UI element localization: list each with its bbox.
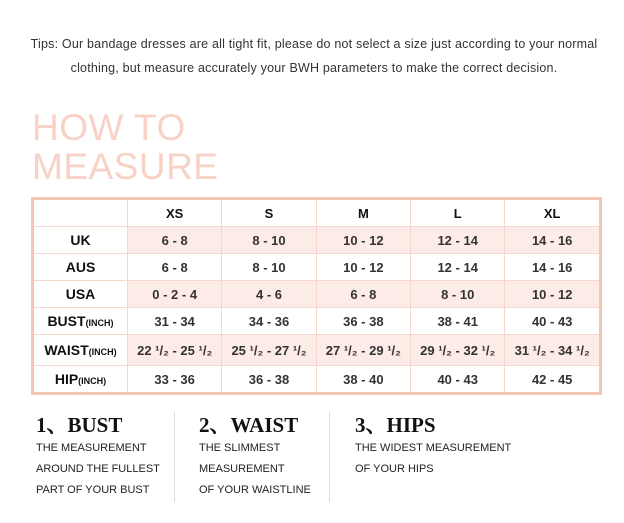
size-value: 33 - 36 — [128, 366, 222, 394]
table-row — [33, 366, 601, 394]
size-value: 31 - 34 — [128, 308, 222, 335]
size-header: XL — [505, 199, 601, 227]
row-label-text: AUS — [65, 259, 96, 275]
size-value: 14 - 16 — [505, 254, 601, 281]
guide-waist — [199, 412, 311, 501]
row-label-text: BUST — [47, 313, 86, 329]
guide-line: MEASUREMENT — [199, 463, 285, 475]
size-value: 40 - 43 — [505, 308, 601, 335]
size-value: 10 - 12 — [316, 254, 410, 281]
guide-bust — [36, 412, 160, 501]
table-row — [33, 335, 601, 366]
guide-line: THE MEASUREMENT — [36, 442, 147, 454]
row-label — [33, 254, 128, 281]
tips-text: Tips: Our bandage dresses are all tight fit, please do not select a size just according to your normal clothing, but measure accurately your BWH parameters to make the correct decision. — [30, 37, 598, 75]
table-row — [33, 308, 601, 335]
divider — [174, 412, 175, 502]
size-value: 6 - 8 — [316, 281, 410, 308]
guide-line: THE SLIMMEST — [199, 442, 281, 454]
row-unit: (INCH) — [85, 318, 114, 328]
guide-title: 1、BUST — [36, 413, 123, 437]
size-chart-table — [31, 197, 602, 395]
size-value: 8 - 10 — [222, 254, 316, 281]
size-value: 38 - 40 — [316, 366, 410, 394]
size-value: 34 - 36 — [222, 308, 316, 335]
size-value: 36 - 38 — [316, 308, 410, 335]
size-value: 10 - 12 — [505, 281, 601, 308]
size-value: 42 - 45 — [505, 366, 601, 394]
row-label-text: WAIST — [44, 342, 89, 358]
row-label — [33, 335, 128, 366]
size-header: M — [316, 199, 410, 227]
size-value: 0 - 2 - 4 — [128, 281, 222, 308]
size-value: 40 - 43 — [411, 366, 505, 394]
size-value: 22 ¹/₂ - 25 ¹/₂ — [128, 335, 222, 366]
table-row — [33, 281, 601, 308]
row-label — [33, 281, 128, 308]
size-value: 6 - 8 — [128, 254, 222, 281]
size-value: 6 - 8 — [128, 227, 222, 254]
size-value: 27 ¹/₂ - 29 ¹/₂ — [316, 335, 410, 366]
heading-line: HOW TO — [32, 107, 186, 148]
size-value: 12 - 14 — [411, 227, 505, 254]
size-value: 8 - 10 — [411, 281, 505, 308]
table-row — [33, 227, 601, 254]
size-value: 12 - 14 — [411, 254, 505, 281]
row-label — [33, 227, 128, 254]
guide-title: 3、HIPS — [355, 413, 436, 437]
row-unit: (INCH) — [78, 376, 107, 386]
table-row — [33, 254, 601, 281]
guide-line: PART OF YOUR BUST — [36, 484, 150, 496]
guide-line: OF YOUR HIPS — [355, 463, 434, 475]
size-value: 10 - 12 — [316, 227, 410, 254]
guide-line: THE WIDEST MEASUREMENT — [355, 442, 512, 454]
how-to-measure-heading — [32, 108, 218, 186]
size-value: 38 - 41 — [411, 308, 505, 335]
guide-title: 2、WAIST — [199, 413, 299, 437]
size-header: L — [411, 199, 505, 227]
size-header: S — [222, 199, 316, 227]
row-label-text: UK — [70, 232, 91, 248]
row-label-text: USA — [65, 286, 96, 302]
guide-line: AROUND THE FULLEST — [36, 463, 160, 475]
row-label — [33, 366, 128, 394]
guide-line: OF YOUR WAISTLINE — [199, 484, 311, 496]
size-value: 36 - 38 — [222, 366, 316, 394]
size-value: 29 ¹/₂ - 32 ¹/₂ — [411, 335, 505, 366]
row-label — [33, 308, 128, 335]
divider — [329, 412, 330, 502]
guide-hips — [355, 412, 511, 480]
size-value: 4 - 6 — [222, 281, 316, 308]
size-value: 25 ¹/₂ - 27 ¹/₂ — [222, 335, 316, 366]
heading-line: MEASURE — [32, 146, 219, 187]
size-header: XS — [128, 199, 222, 227]
size-value: 8 - 10 — [222, 227, 316, 254]
row-unit: (INCH) — [88, 347, 117, 357]
row-label-text: HIP — [54, 371, 79, 387]
size-value: 14 - 16 — [505, 227, 601, 254]
size-value: 31 ¹/₂ - 34 ¹/₂ — [505, 335, 601, 366]
size-header-row — [33, 199, 601, 227]
corner-cell — [33, 199, 128, 227]
